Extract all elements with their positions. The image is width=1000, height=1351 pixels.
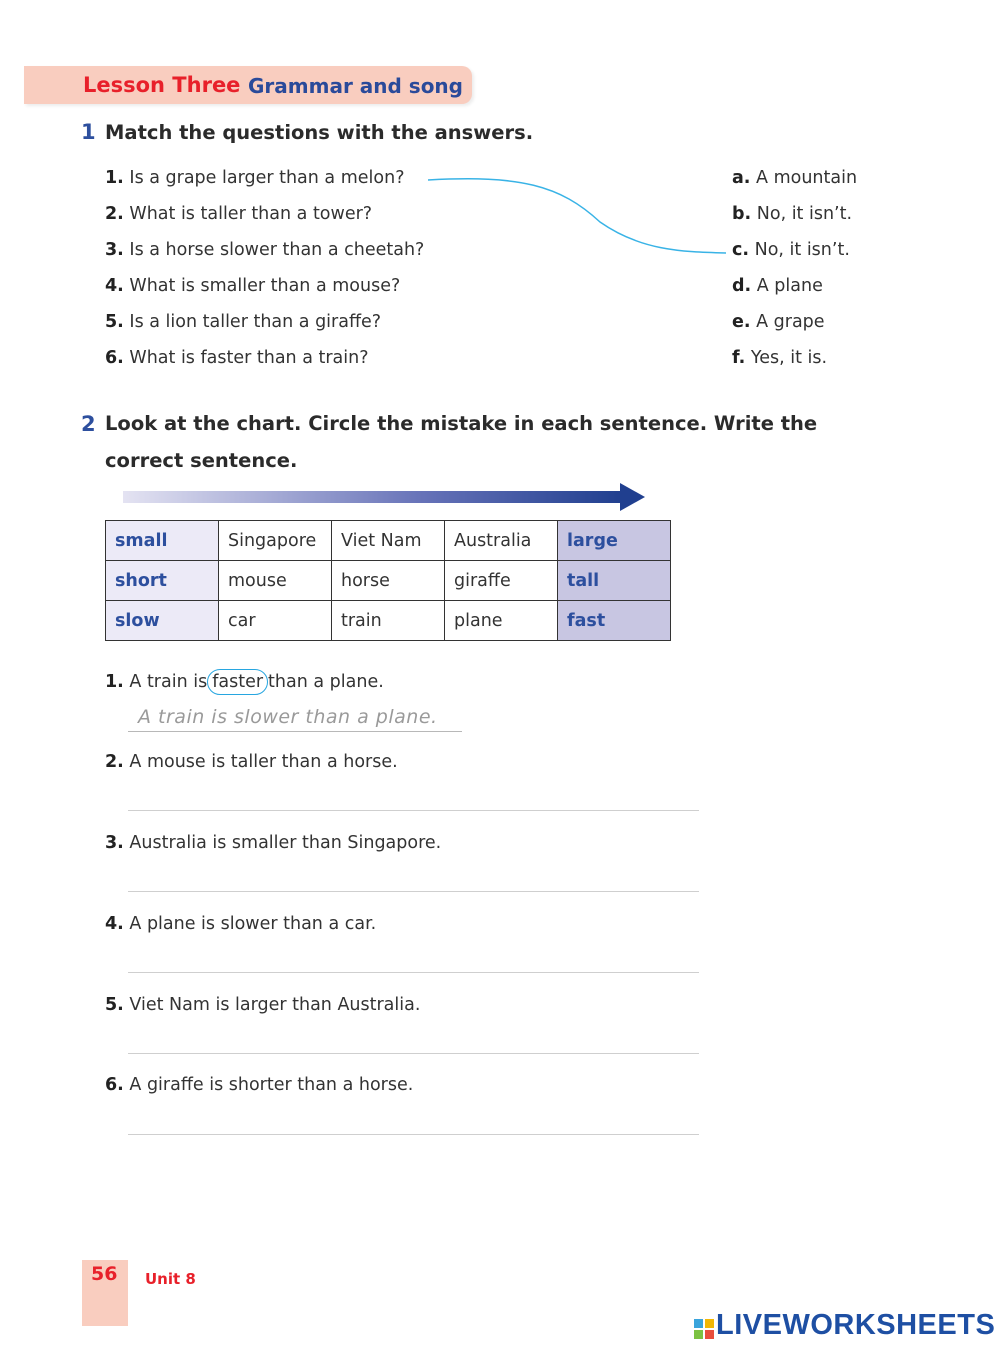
lesson-topic: Grammar and song (248, 74, 463, 98)
chart-cell: train (332, 601, 445, 641)
answer-e[interactable]: e. A grape (732, 312, 825, 332)
answer-d[interactable]: d. A plane (732, 276, 823, 296)
answer-line-2[interactable] (128, 810, 699, 811)
exercise-2-title-line1: Look at the chart. Circle the mistake in each sentence. Write the (105, 412, 818, 435)
exercise-2-title-line2: correct sentence. (105, 449, 298, 472)
answer-f[interactable]: f. Yes, it is. (732, 348, 828, 368)
chart-cell: Australia (445, 521, 558, 561)
chart-cell: giraffe (445, 561, 558, 601)
question-4: 4. What is smaller than a mouse? (105, 276, 401, 296)
gradient-arrow (106, 482, 662, 514)
lesson-title: Lesson Three (83, 73, 241, 97)
sentence-3: 3. Australia is smaller than Singapore. (105, 833, 442, 853)
chart-cell: mouse (219, 561, 332, 601)
chart-row-size (106, 521, 671, 561)
answer-a[interactable]: a. A mountain (732, 168, 858, 188)
circled-word: faster (207, 669, 268, 695)
question-3: 3. Is a horse slower than a cheetah? (105, 240, 425, 260)
example-answer: A train is slower than a plane. (138, 706, 438, 728)
unit-label: Unit 8 (145, 1270, 196, 1288)
question-1: 1. Is a grape larger than a melon? (105, 168, 405, 188)
chart-cell: car (219, 601, 332, 641)
sentence-6: 6. A giraffe is shorter than a horse. (105, 1075, 414, 1095)
sentence-5: 5. Viet Nam is larger than Australia. (105, 995, 421, 1015)
answer-line-5[interactable] (128, 1053, 699, 1054)
example-sentence: 1. A train is faster than a plane. (105, 669, 384, 695)
chart-cell: plane (445, 601, 558, 641)
question-2: 2. What is taller than a tower? (105, 204, 373, 224)
answer-b[interactable]: b. No, it isn’t. (732, 204, 853, 224)
comparison-chart (105, 520, 671, 641)
chart-row-height (106, 561, 671, 601)
liveworksheets-brand: LIVEWORKSHEETS (716, 1309, 996, 1341)
chart-cell: slow (106, 601, 219, 641)
chart-row-speed (106, 601, 671, 641)
chart-cell: small (106, 521, 219, 561)
chart-cell: short (106, 561, 219, 601)
answer-line-4[interactable] (128, 972, 699, 973)
match-line (0, 0, 1000, 300)
chart-cell: Viet Nam (332, 521, 445, 561)
exercise-1-number: 1 (81, 120, 96, 144)
sentence-2: 2. A mouse is taller than a horse. (105, 752, 398, 772)
question-6: 6. What is faster than a train? (105, 348, 369, 368)
exercise-1-title: Match the questions with the answers. (105, 121, 534, 144)
answer-line-3[interactable] (128, 891, 699, 892)
sentence-4: 4. A plane is slower than a car. (105, 914, 377, 934)
chart-cell: tall (558, 561, 671, 601)
exercise-2-number: 2 (81, 412, 96, 436)
chart-cell: large (558, 521, 671, 561)
chart-cell: fast (558, 601, 671, 641)
chart-cell: Singapore (219, 521, 332, 561)
answer-line-6[interactable] (128, 1134, 699, 1135)
example-answer-line (128, 703, 462, 732)
question-5: 5. Is a lion taller than a giraffe? (105, 312, 382, 332)
answer-c[interactable]: c. No, it isn’t. (732, 240, 850, 260)
liveworksheets-logo-icon (694, 1309, 716, 1345)
chart-cell: horse (332, 561, 445, 601)
page-number: 56 (91, 1263, 118, 1285)
